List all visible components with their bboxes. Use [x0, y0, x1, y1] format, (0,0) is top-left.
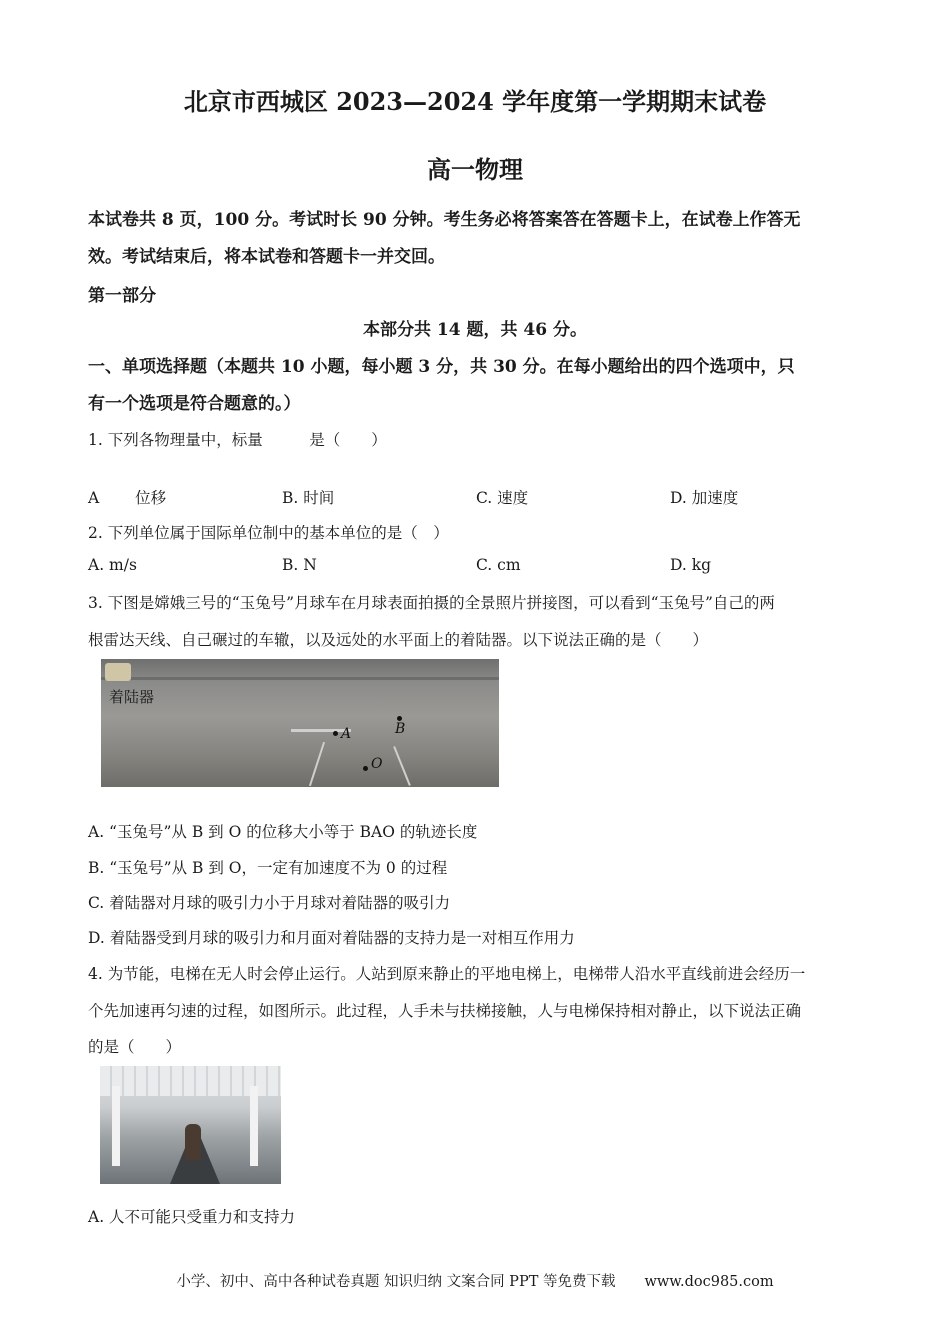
point-a-label: A: [341, 726, 352, 742]
exam-title: 北京市西城区 2023—2024 学年度第一学期期末试卷: [183, 87, 767, 116]
question-2-option-b: B. N: [282, 556, 317, 574]
point-b-label: B: [395, 721, 406, 737]
question-3-option-b: B. “玉兔号”从 B 到 O，一定有加速度不为 0 的过程: [88, 859, 448, 877]
question-3-option-d: D. 着陆器受到月球的吸引力和月面对着陆器的支持力是一对相互作用力: [88, 929, 575, 947]
section-heading-line-1: 一、单项选择题（本题共 10 小题，每小题 3 分，共 30 分。在每小题给出的四个选项中，只: [88, 357, 795, 377]
question-1-option-d: D. 加速度: [670, 489, 739, 507]
question-2-option-a: A. m/s: [88, 556, 137, 574]
lander-label: 着陆器: [109, 688, 155, 706]
question-3-option-a: A. “玉兔号”从 B 到 O 的位移大小等于 BAO 的轨迹长度: [88, 823, 478, 841]
question-1-stem: 1. 下列各物理量中，标量 是（ ）: [88, 431, 387, 449]
question-3-stem-line-1: 3. 下图是嫦娥三号的“玉兔号”月球车在月球表面拍摄的全景照片拼接图，可以看到“玉兔号”自己的两: [88, 594, 775, 612]
question-2-stem: 2. 下列单位属于国际单位制中的基本单位的是（ ）: [88, 524, 449, 542]
part-label: 第一部分: [88, 286, 156, 306]
question-4-stem-line-3: 的是（ ）: [88, 1038, 182, 1056]
question-4-stem-line-2: 个先加速再匀速的过程，如图所示。此过程，人手未与扶梯接触，人与电梯保持相对静止，以下说法正确: [88, 1002, 802, 1020]
question-1-option-a: A 位移: [88, 489, 167, 507]
question-3-option-c: C. 着陆器对月球的吸引力小于月球对着陆器的吸引力: [88, 894, 451, 912]
question-4-stem-line-1: 4. 为节能，电梯在无人时会停止运行。人站到原来静止的平地电梯上，电梯带人沿水平直线前进会经历一: [88, 965, 806, 983]
question-1-option-c: C. 速度: [476, 489, 529, 507]
part-summary: 本部分共 14 题，共 46 分。: [363, 320, 587, 340]
question-2-option-d: D. kg: [670, 556, 712, 574]
exam-subject: 高一物理: [427, 155, 523, 184]
section-heading-line-2: 有一个选项是符合题意的。）: [88, 394, 301, 414]
lander-picture: [105, 663, 131, 681]
question-3-stem-line-2: 根雷达天线、自己碾过的车辙，以及远处的水平面上的着陆器。以下说法正确的是（ ）: [88, 631, 709, 649]
question-4-option-a: A. 人不可能只受重力和支持力: [88, 1208, 296, 1226]
instructions-line-1: 本试卷共 8 页，100 分。考试时长 90 分钟。考生务必将答案答在答题卡上，在试卷上作答无: [88, 210, 801, 230]
walkway-photo: [100, 1066, 281, 1184]
point-a-dot: [333, 731, 338, 736]
question-2-option-c: C. cm: [476, 556, 521, 574]
instructions-line-2: 效。考试结束后，将本试卷和答题卡一并交回。: [88, 247, 445, 267]
lunar-panorama-image: [101, 659, 499, 787]
question-1-option-b: B. 时间: [282, 489, 335, 507]
page-footer: 小学、初中、高中各种试卷真题 知识归纳 文案合同 PPT 等免费下载 www.doc985.com: [176, 1274, 774, 1290]
person-figure: [185, 1124, 201, 1160]
point-o-label: O: [371, 756, 383, 772]
point-o-dot: [363, 766, 368, 771]
